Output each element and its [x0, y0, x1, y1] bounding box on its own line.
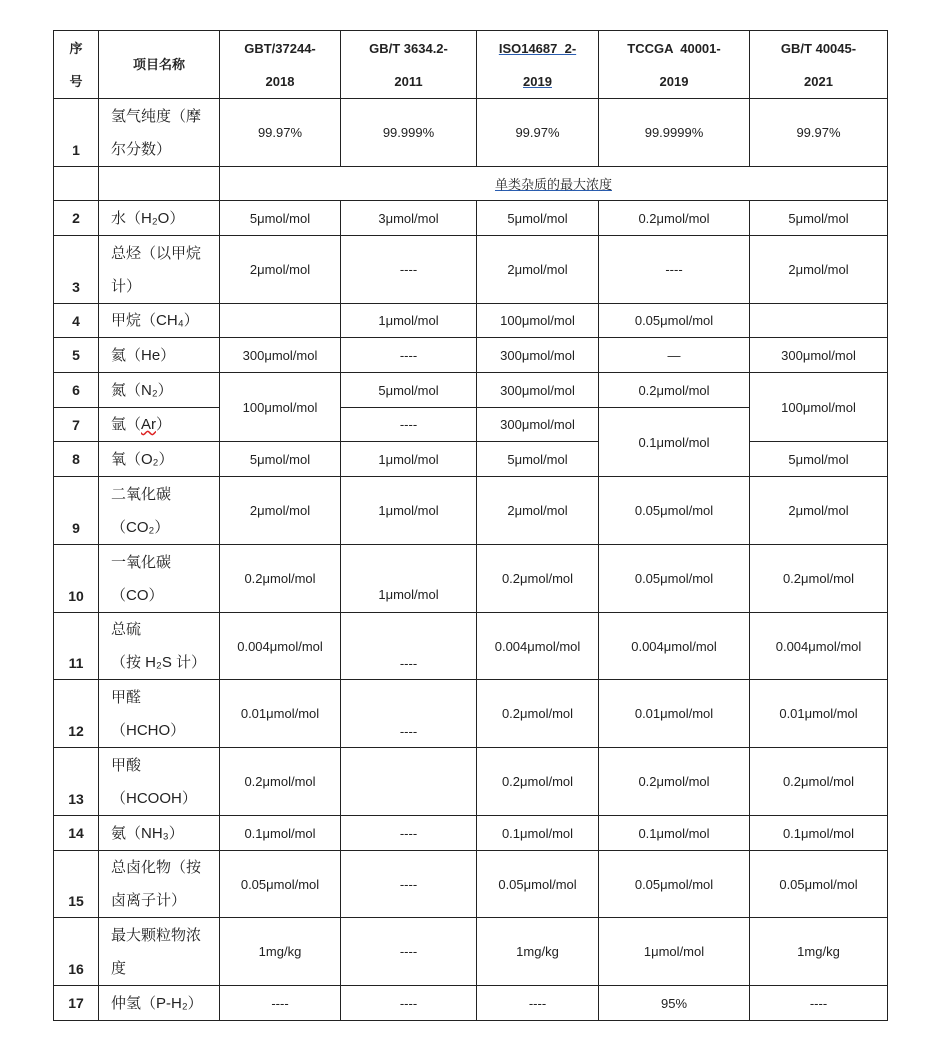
cell-value: 5μmol/mol — [477, 201, 599, 236]
cell-value: ---- — [341, 986, 477, 1021]
row-name: 仲氢（P-H₂） — [99, 986, 220, 1021]
table-row — [54, 477, 888, 545]
cell-value: 1mg/kg — [220, 918, 341, 986]
cell-value: 5μmol/mol — [477, 442, 599, 477]
row-seq: 4 — [54, 304, 99, 338]
cell-value: 0.2μmol/mol — [599, 373, 750, 408]
empty-cell — [99, 167, 220, 201]
table-row — [54, 748, 888, 816]
cell-value: ---- — [477, 986, 599, 1021]
table-row — [54, 851, 888, 918]
row-seq: 6 — [54, 373, 99, 408]
cell-value: 5μmol/mol — [220, 442, 341, 477]
header-std-iso-14687: ISO14687 2- 2019 — [477, 31, 599, 99]
cell-value: 99.999% — [341, 99, 477, 167]
header-std-gbt-3634: GB/T 3634.2- 2011 — [341, 31, 477, 99]
cell-value — [220, 304, 341, 338]
cell-value: 0.2μmol/mol — [477, 748, 599, 816]
cell-value: 2μmol/mol — [477, 477, 599, 545]
cell-value: 0.004μmol/mol — [477, 613, 599, 680]
row-name: 二氧化碳 （CO₂） — [99, 477, 220, 545]
cell-value: 5μmol/mol — [750, 442, 888, 477]
cell-value: 0.2μmol/mol — [750, 545, 888, 613]
row-seq: 2 — [54, 201, 99, 236]
cell-value: ---- — [341, 408, 477, 442]
cell-value: 100μmol/mol — [220, 373, 341, 442]
cell-value: 2μmol/mol — [750, 477, 888, 545]
table-row — [54, 236, 888, 304]
cell-value: 0.01μmol/mol — [750, 680, 888, 748]
row-name: 甲酸 （HCOOH） — [99, 748, 220, 816]
cell-value: 1μmol/mol — [341, 477, 477, 545]
cell-value: 100μmol/mol — [477, 304, 599, 338]
header-name: 项目名称 — [99, 31, 220, 99]
cell-value: 100μmol/mol — [750, 373, 888, 442]
cell-value: ---- — [341, 613, 477, 680]
cell-value: 2μmol/mol — [220, 236, 341, 304]
cell-value: 1μmol/mol — [599, 918, 750, 986]
row-seq: 12 — [54, 680, 99, 748]
table-row — [54, 201, 888, 236]
cell-value — [750, 304, 888, 338]
row-seq: 9 — [54, 477, 99, 545]
cell-value: 0.1μmol/mol — [599, 816, 750, 851]
cell-value: 0.05μmol/mol — [599, 304, 750, 338]
row-name: 总卤化物（按 卤离子计） — [99, 851, 220, 918]
row-seq: 8 — [54, 442, 99, 477]
cell-value: ---- — [341, 918, 477, 986]
row-name: 一氧化碳 （CO） — [99, 545, 220, 613]
row-name: 水（H₂O） — [99, 201, 220, 236]
row-name: 氨（NH₃） — [99, 816, 220, 851]
header-row — [54, 31, 888, 99]
table-row — [54, 545, 888, 613]
row-name: 氦（He） — [99, 338, 220, 373]
row-seq: 15 — [54, 851, 99, 918]
cell-value: ---- — [341, 236, 477, 304]
cell-value: ---- — [341, 338, 477, 373]
cell-value: 0.05μmol/mol — [599, 851, 750, 918]
cell-value: ---- — [341, 680, 477, 748]
cell-value: 0.01μmol/mol — [220, 680, 341, 748]
cell-value: ---- — [750, 986, 888, 1021]
cell-value: 300μmol/mol — [477, 373, 599, 408]
cell-value: 0.2μmol/mol — [599, 748, 750, 816]
cell-value: 0.004μmol/mol — [220, 613, 341, 680]
row-seq: 16 — [54, 918, 99, 986]
row-name: 氧（O₂） — [99, 442, 220, 477]
cell-value: 0.2μmol/mol — [477, 680, 599, 748]
cell-value: 0.004μmol/mol — [599, 613, 750, 680]
cell-value: 300μmol/mol — [220, 338, 341, 373]
cell-value: 99.9999% — [599, 99, 750, 167]
row-name: 甲烷（CH₄） — [99, 304, 220, 338]
cell-value: 0.1μmol/mol — [750, 816, 888, 851]
cell-value: ---- — [341, 851, 477, 918]
cell-value: 0.1μmol/mol — [599, 408, 750, 477]
table-row — [54, 613, 888, 680]
table-row — [54, 304, 888, 338]
cell-value: 0.2μmol/mol — [477, 545, 599, 613]
cell-value: 2μmol/mol — [220, 477, 341, 545]
cell-value: — — [599, 338, 750, 373]
row-seq: 11 — [54, 613, 99, 680]
row-name: 总烃（以甲烷 计） — [99, 236, 220, 304]
row-name: 氩（Ar） — [99, 408, 220, 442]
cell-value: 0.05μmol/mol — [477, 851, 599, 918]
header-std-gbt-40045: GB/T 40045- 2021 — [750, 31, 888, 99]
table-row — [54, 986, 888, 1021]
cell-value: 0.01μmol/mol — [599, 680, 750, 748]
header-seq: 序 号 — [54, 31, 99, 99]
cell-value: 0.1μmol/mol — [220, 816, 341, 851]
cell-value: 99.97% — [220, 99, 341, 167]
cell-value: 300μmol/mol — [477, 338, 599, 373]
cell-value: 5μmol/mol — [341, 373, 477, 408]
table-row — [54, 816, 888, 851]
cell-value: 300μmol/mol — [477, 408, 599, 442]
table-row — [54, 373, 888, 408]
cell-value: 0.2μmol/mol — [220, 545, 341, 613]
row-name: 最大颗粒物浓 度 — [99, 918, 220, 986]
cell-value: 3μmol/mol — [341, 201, 477, 236]
cell-value: 0.05μmol/mol — [599, 545, 750, 613]
cell-value: 1μmol/mol — [341, 442, 477, 477]
cell-value — [341, 748, 477, 816]
cell-value: ---- — [341, 816, 477, 851]
cell-value: 0.2μmol/mol — [220, 748, 341, 816]
cell-value: 0.004μmol/mol — [750, 613, 888, 680]
row-seq: 14 — [54, 816, 99, 851]
cell-value: 1μmol/mol — [341, 545, 477, 613]
cell-value: 0.2μmol/mol — [750, 748, 888, 816]
row-seq: 5 — [54, 338, 99, 373]
header-std-gbt-37244: GBT/37244- 2018 — [220, 31, 341, 99]
cell-value: 1mg/kg — [477, 918, 599, 986]
row-seq: 7 — [54, 408, 99, 442]
table-row — [54, 338, 888, 373]
table-row — [54, 918, 888, 986]
cell-value: 0.05μmol/mol — [220, 851, 341, 918]
cell-value: 1mg/kg — [750, 918, 888, 986]
cell-value: 0.1μmol/mol — [477, 816, 599, 851]
hydrogen-impurity-standards-table — [53, 30, 888, 1021]
cell-value: 0.2μmol/mol — [599, 201, 750, 236]
cell-value: 1μmol/mol — [341, 304, 477, 338]
table-row — [54, 680, 888, 748]
header-std-tccga-40001: TCCGA 40001- 2019 — [599, 31, 750, 99]
impurity-section-row — [54, 167, 888, 201]
cell-value: 99.97% — [750, 99, 888, 167]
cell-value: 95% — [599, 986, 750, 1021]
row-seq: 1 — [54, 99, 99, 167]
impurity-section-title: 单类杂质的最大浓度 — [220, 167, 888, 201]
row-seq: 3 — [54, 236, 99, 304]
empty-cell — [54, 167, 99, 201]
cell-value: 300μmol/mol — [750, 338, 888, 373]
row-seq: 17 — [54, 986, 99, 1021]
row-seq: 10 — [54, 545, 99, 613]
row-name: 甲醛 （HCHO） — [99, 680, 220, 748]
cell-value: 5μmol/mol — [750, 201, 888, 236]
table-row — [54, 442, 888, 477]
row-name: 氢气纯度（摩 尔分数） — [99, 99, 220, 167]
row-name: 氮（N₂） — [99, 373, 220, 408]
table-row — [54, 99, 888, 167]
row-name: 总硫 （按 H₂S 计） — [99, 613, 220, 680]
cell-value: ---- — [599, 236, 750, 304]
cell-value: 5μmol/mol — [220, 201, 341, 236]
cell-value: 0.05μmol/mol — [750, 851, 888, 918]
cell-value: 2μmol/mol — [750, 236, 888, 304]
row-seq: 13 — [54, 748, 99, 816]
cell-value: 99.97% — [477, 99, 599, 167]
cell-value: ---- — [220, 986, 341, 1021]
cell-value: 2μmol/mol — [477, 236, 599, 304]
cell-value: 0.05μmol/mol — [599, 477, 750, 545]
